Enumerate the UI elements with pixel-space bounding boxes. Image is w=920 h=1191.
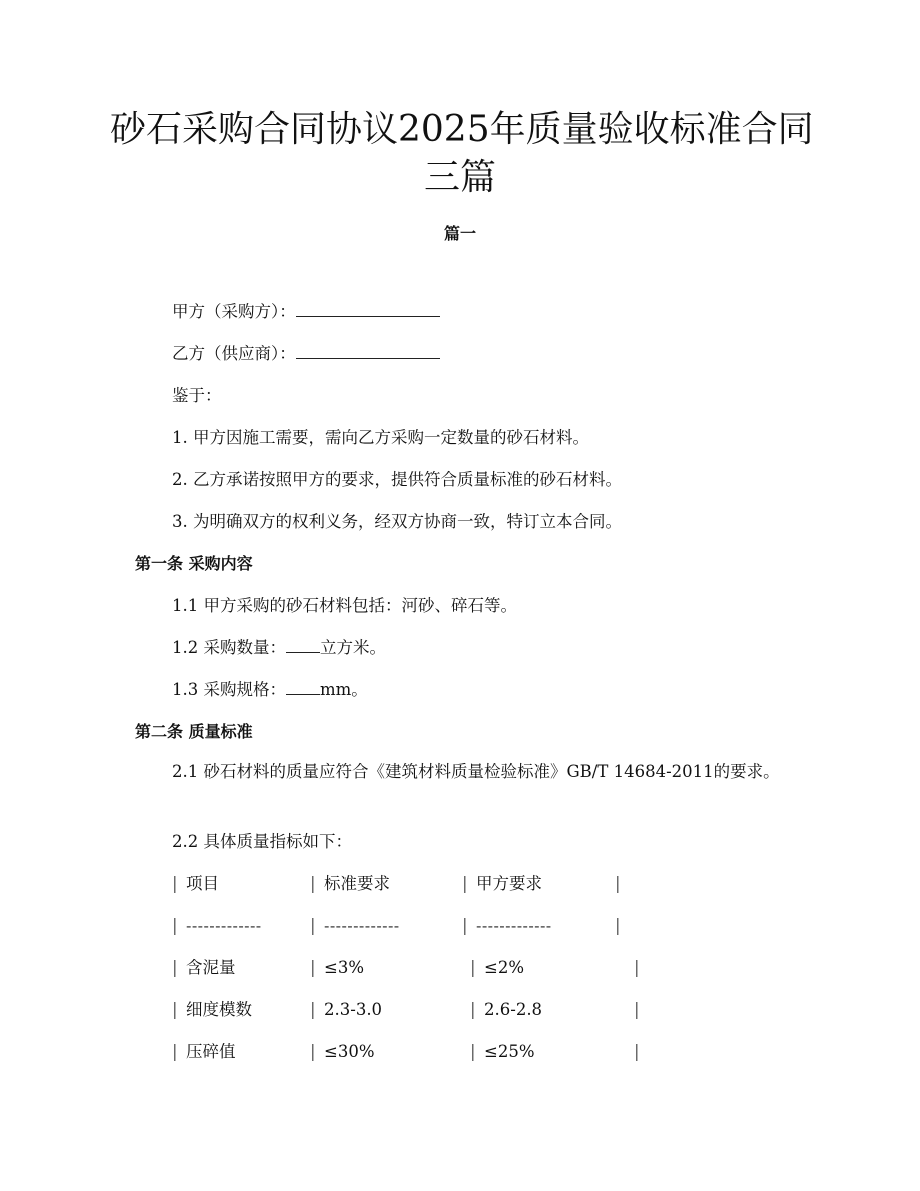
table-row [172, 957, 672, 979]
table-pipe: | [310, 1000, 316, 1019]
table-cell-standard: 2.3-3.0 [324, 1000, 383, 1019]
recital-3: 3. 为明确双方的权利义务，经双方协商一致，特订立本合同。 [172, 512, 622, 531]
table-pipe: | [172, 916, 178, 935]
table-pipe: | [310, 958, 316, 977]
table-pipe: | [634, 1042, 640, 1061]
table-pipe: | [462, 874, 468, 893]
table-pipe: | [310, 874, 316, 893]
table-separator: ------------- [476, 917, 552, 935]
quantity-blank-field[interactable] [286, 637, 320, 653]
document-title [110, 106, 814, 202]
party-b-label: 乙方（供应商）： [172, 344, 296, 363]
table-pipe: | [172, 874, 178, 893]
document-title-line-1: 砂石采购合同协议2025年质量验收标准合同 [110, 109, 814, 150]
table-pipe: | [470, 958, 476, 977]
party-a-blank-field[interactable] [296, 301, 440, 317]
table-pipe: | [615, 916, 621, 935]
table-pipe: | [310, 1042, 316, 1061]
recital-2: 2. 乙方承诺按照甲方的要求，提供符合质量标准的砂石材料。 [172, 470, 622, 489]
table-row [172, 1041, 672, 1063]
table-cell-item: 压碎值 [186, 1042, 236, 1061]
table-separator: ------------- [186, 917, 262, 935]
article-2-heading: 第二条 质量标准 [135, 722, 253, 741]
table-pipe: | [462, 916, 468, 935]
table-pipe: | [634, 958, 640, 977]
table-pipe: | [310, 916, 316, 935]
whereas-label: 鉴于： [172, 386, 222, 405]
table-cell-item: 含泥量 [186, 958, 236, 977]
table-cell-party-a: 2.6-2.8 [484, 1000, 543, 1019]
table-cell-standard: ≤3% [324, 958, 365, 977]
clause-1-2-suffix: 立方米。 [320, 638, 386, 657]
table-header-item: 项目 [186, 874, 219, 893]
party-a-line [172, 301, 440, 323]
document-title-line-2: 三篇 [423, 157, 496, 198]
recital-1: 1. 甲方因施工需要，需向乙方采购一定数量的砂石材料。 [172, 428, 589, 447]
table-pipe: | [172, 1042, 178, 1061]
table-pipe: | [470, 1000, 476, 1019]
article-1-heading: 第一条 采购内容 [135, 554, 253, 573]
clause-2-2: 2.2 具体质量指标如下： [172, 832, 352, 851]
table-pipe: | [470, 1042, 476, 1061]
party-b-line [172, 343, 440, 365]
table-cell-item: 细度模数 [186, 1000, 252, 1019]
clause-2-1: 2.1 砂石材料的质量应符合《建筑材料质量检验标准》GB/T 14684-2011的要求。 [172, 762, 780, 781]
table-pipe: | [615, 874, 621, 893]
table-pipe: | [172, 958, 178, 977]
table-cell-party-a: ≤25% [484, 1042, 535, 1061]
clause-1-1: 1.1 甲方采购的砂石材料包括：河砂、碎石等。 [172, 596, 517, 615]
table-pipe: | [172, 1000, 178, 1019]
table-header-party-a: 甲方要求 [476, 874, 542, 893]
table-cell-party-a: ≤2% [484, 958, 525, 977]
table-header-standard: 标准要求 [324, 874, 390, 893]
party-b-blank-field[interactable] [296, 343, 440, 359]
clause-1-3-suffix: mm。 [320, 680, 368, 699]
clause-1-2-prefix: 1.2 采购数量： [172, 638, 286, 657]
table-pipe: | [634, 1000, 640, 1019]
table-cell-standard: ≤30% [324, 1042, 375, 1061]
table-row [172, 999, 672, 1021]
party-a-label: 甲方（采购方）： [172, 302, 296, 321]
clause-1-2 [172, 637, 386, 659]
clause-1-3-prefix: 1.3 采购规格： [172, 680, 286, 699]
quality-table-header-row [172, 873, 672, 895]
quality-table-separator-row [172, 915, 672, 937]
spec-blank-field[interactable] [286, 679, 320, 695]
clause-1-3 [172, 679, 368, 701]
table-separator: ------------- [324, 917, 400, 935]
part-label: 篇一 [443, 224, 476, 243]
